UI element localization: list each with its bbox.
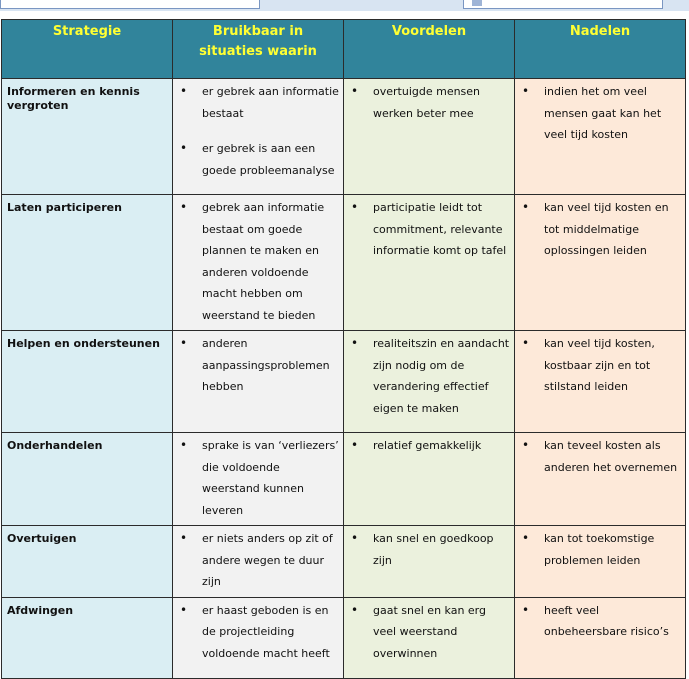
bullet-item: • er haast geboden is en de projectleiding voldoende macht heeft bbox=[177, 600, 339, 665]
bullet-list bbox=[177, 333, 339, 398]
bullet-item: • kan teveel kosten als anderen het overnemen bbox=[519, 435, 681, 478]
advantages-cell bbox=[344, 79, 515, 195]
table-header-row bbox=[2, 20, 686, 79]
strategy-cell: Informeren en kennis vergroten bbox=[2, 79, 173, 195]
advantages-cell bbox=[344, 526, 515, 598]
bullet-item: • relatief gemakkelijk bbox=[348, 435, 510, 457]
bullet-list bbox=[348, 600, 510, 665]
strategy-cell: Afdwingen bbox=[2, 597, 173, 678]
header-nadelen: Nadelen bbox=[515, 20, 686, 79]
bullet-list bbox=[519, 333, 681, 398]
top-field-left bbox=[0, 0, 260, 9]
bullet-list bbox=[177, 528, 339, 593]
bullet-item: • indien het om veel mensen gaat kan het veel tijd kosten bbox=[519, 81, 681, 146]
bullet-item: • sprake is van ‘verliezers’ die voldoende weerstand kunnen leveren bbox=[177, 435, 339, 521]
disadvantages-cell bbox=[515, 331, 686, 433]
bullet-item: • anderen aanpassingsproblemen hebben bbox=[177, 333, 339, 398]
disadvantages-cell bbox=[515, 597, 686, 678]
table-row bbox=[2, 433, 686, 526]
strategy-cell: Laten participeren bbox=[2, 195, 173, 331]
bullet-item: • kan tot toekomstige problemen leiden bbox=[519, 528, 681, 571]
advantages-cell bbox=[344, 433, 515, 526]
advantages-cell bbox=[344, 597, 515, 678]
usable-when-cell bbox=[173, 79, 344, 195]
table-body bbox=[2, 79, 686, 679]
bullet-item: • heeft veel onbeheersbare risico’s bbox=[519, 600, 681, 643]
strategy-cell: Overtuigen bbox=[2, 526, 173, 598]
advantages-cell bbox=[344, 331, 515, 433]
usable-when-cell bbox=[173, 526, 344, 598]
bullet-list bbox=[519, 435, 681, 478]
usable-when-cell bbox=[173, 195, 344, 331]
bullet-item: • gebrek aan informatie bestaat om goede plannen te maken en anderen voldoende macht hebben om weerstand te bieden bbox=[177, 197, 339, 326]
bullet-list bbox=[177, 81, 339, 181]
usable-when-cell bbox=[173, 433, 344, 526]
bullet-item: • er gebrek aan informatie bestaat bbox=[177, 81, 339, 124]
table-row bbox=[2, 526, 686, 598]
top-window-strip bbox=[0, 0, 689, 11]
bullet-list bbox=[519, 81, 681, 146]
strategy-table-container bbox=[1, 19, 685, 679]
bullet-item: • kan snel en goedkoop zijn bbox=[348, 528, 510, 571]
table-row bbox=[2, 195, 686, 331]
bullet-item: • er gebrek is aan een goede probleemanalyse bbox=[177, 138, 339, 181]
disadvantages-cell bbox=[515, 195, 686, 331]
bullet-list bbox=[348, 197, 510, 262]
top-field-right bbox=[463, 0, 663, 9]
strategy-cell: Onderhandelen bbox=[2, 433, 173, 526]
usable-when-cell bbox=[173, 597, 344, 678]
bullet-list bbox=[177, 197, 339, 326]
table-row bbox=[2, 331, 686, 433]
bullet-item: • realiteitszin en aandacht zijn nodig om de verandering effectief eigen te maken bbox=[348, 333, 510, 419]
strategy-cell: Helpen en ondersteunen bbox=[2, 331, 173, 433]
bullet-list bbox=[519, 528, 681, 571]
table-row bbox=[2, 79, 686, 195]
header-bruikbaar: Bruikbaar in situaties waarin bbox=[173, 20, 344, 79]
bullet-item: • kan veel tijd kosten en tot middelmatige oplossingen leiden bbox=[519, 197, 681, 262]
bullet-list bbox=[177, 600, 339, 665]
table-row bbox=[2, 597, 686, 678]
bullet-list bbox=[348, 81, 510, 124]
bullet-list bbox=[348, 333, 510, 419]
change-strategy-table bbox=[1, 19, 686, 679]
disadvantages-cell bbox=[515, 79, 686, 195]
bullet-item: • kan veel tijd kosten, kostbaar zijn en tot stilstand leiden bbox=[519, 333, 681, 398]
bullet-item: • participatie leidt tot commitment, relevante informatie komt op tafel bbox=[348, 197, 510, 262]
bullet-item: • overtuigde mensen werken beter mee bbox=[348, 81, 510, 124]
bullet-list bbox=[519, 600, 681, 643]
disadvantages-cell bbox=[515, 433, 686, 526]
bullet-list bbox=[348, 528, 510, 571]
header-strategie: Strategie bbox=[2, 20, 173, 79]
usable-when-cell bbox=[173, 331, 344, 433]
bullet-item: • gaat snel en kan erg veel weerstand overwinnen bbox=[348, 600, 510, 665]
doc-icon bbox=[472, 0, 482, 6]
disadvantages-cell bbox=[515, 526, 686, 598]
bullet-item: • er niets anders op zit of andere wegen te duur zijn bbox=[177, 528, 339, 593]
header-voordelen: Voordelen bbox=[344, 20, 515, 79]
bullet-list bbox=[348, 435, 510, 457]
bullet-list bbox=[177, 435, 339, 521]
top-field-middle bbox=[292, 0, 442, 8]
bullet-list bbox=[519, 197, 681, 262]
advantages-cell bbox=[344, 195, 515, 331]
